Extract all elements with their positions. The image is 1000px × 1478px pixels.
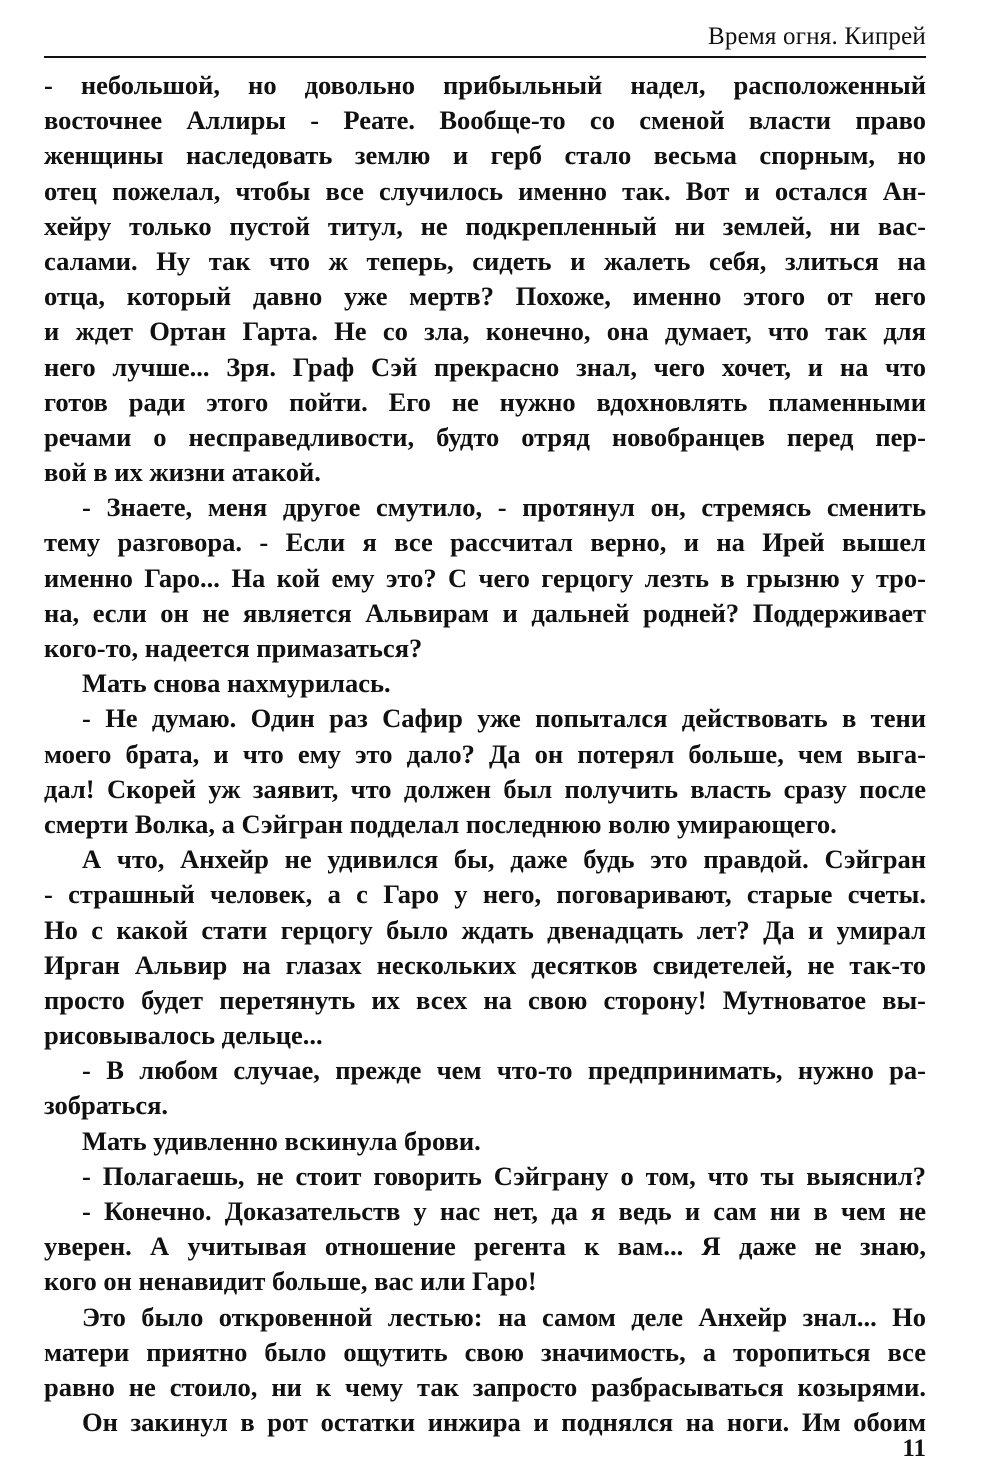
text-line: восточнее Аллиры - Реате. Вообще-то со сменой власти право [44,105,926,136]
running-head: Время огня. Кипрей [708,23,926,50]
text-line: тему разговора. - Если я все рассчитал верно, и на Ирей вышел [44,527,926,558]
text-line: Это было откровенной лестью: на самом деле Анхейр знал... Но [82,1301,926,1332]
text-line: вой в их жизни атакой. [44,457,321,488]
text-line: кого он ненавидит больше, вас или Гаро! [44,1266,537,1297]
text-line: и ждет Ортан Гарта. Не со зла, конечно, она думает, что так для [44,316,926,347]
header-rule [44,56,926,58]
text-line: Мать удивленно вскинула брови. [82,1125,481,1156]
text-line: Ирган Альвир на глазах нескольких десятков свидетелей, не так-то [44,949,926,980]
text-line: кого-то, надеется примазаться? [44,633,423,663]
text-line: женщины наследовать землю и герб стало весьма спорным, но [44,140,926,171]
text-line: Мать снова нахмурилась. [82,668,391,699]
text-line: - страшный человек, а с Гаро у него, поговаривают, старые счеты. [44,879,926,910]
text-line: дал! Скорей уж заявит, что должен был получить власть сразу после [44,773,926,804]
text-line: рисовывалось дельце... [44,1020,323,1051]
text-line: готов ради этого пойти. Его не нужно вдохновлять пламенными [44,386,926,417]
text-line: - Конечно. Доказательств у нас нет, да я ведь и сам ни в чем не [82,1196,926,1226]
text-line: матери приятно было ощутить свою значимость, а торопиться все [44,1336,926,1367]
text-line: - Не думаю. Один раз Сафир уже попытался действовать в тени [82,703,926,734]
text-line: смерти Волка, а Сэйгран подделал последнюю волю умирающего. [44,808,837,839]
text-line: салами. Ну так что ж теперь, сидеть и жалеть себя, злиться на [44,245,926,276]
book-page [44,14,926,1464]
text-line: зобраться. [44,1090,169,1121]
text-line: - небольшой, но довольно прибыльный надел, расположенный [44,70,926,100]
text-line: равно не стоило, ни к чему так запросто разбрасываться козырями. [44,1371,926,1402]
text-line: него лучше... Зря. Граф Сэй прекрасно знал, чего хочет, и на что [44,351,926,382]
text-line: А что, Анхейр не удивился бы, даже будь это правдой. Сэйгран [82,844,926,875]
text-line: именно Гаро... На кой ему это? С чего герцогу лезть в грызню у тро- [44,562,926,593]
text-line: отца, который давно уже мертв? Похоже, именно этого от него [44,281,926,312]
text-line: хейру только пустой титул, не подкрепленный ни землей, ни вас- [44,210,926,241]
text-line: уверен. А учитывая отношение регента к вам... Я даже не знаю, [44,1231,926,1262]
page-number: 11 [902,1435,926,1462]
text-line: на, если он не является Альвирам и дальней родней? Поддерживает [44,597,926,628]
text-line: Но с какой стати герцогу было ждать двенадцать лет? Да и умирал [44,914,926,945]
text-line: отец пожелал, чтобы все случилось именно так. Вот и остался Ан- [44,175,926,206]
text-line: просто будет перетянуть их всех на свою сторону! Мутноватое вы- [44,984,926,1015]
text-line: Он закинул в рот остатки инжира и поднялся на ноги. Им обоим [82,1407,926,1438]
text-line: - Знаете, меня другое смутило, - протянул он, стремясь сменить [82,492,926,523]
text-line: - Полагаешь, не стоит говорить Сэйграну о том, что ты выяснил? [82,1160,926,1191]
text-line: речами о несправедливости, будто отряд новобранцев перед пер- [44,421,926,452]
text-line: - В любом случае, прежде чем что-то предпринимать, нужно ра- [82,1055,926,1086]
text-line: моего брата, и что ему это дало? Да он потерял больше, чем выга- [44,738,926,769]
body-text [44,68,926,1440]
